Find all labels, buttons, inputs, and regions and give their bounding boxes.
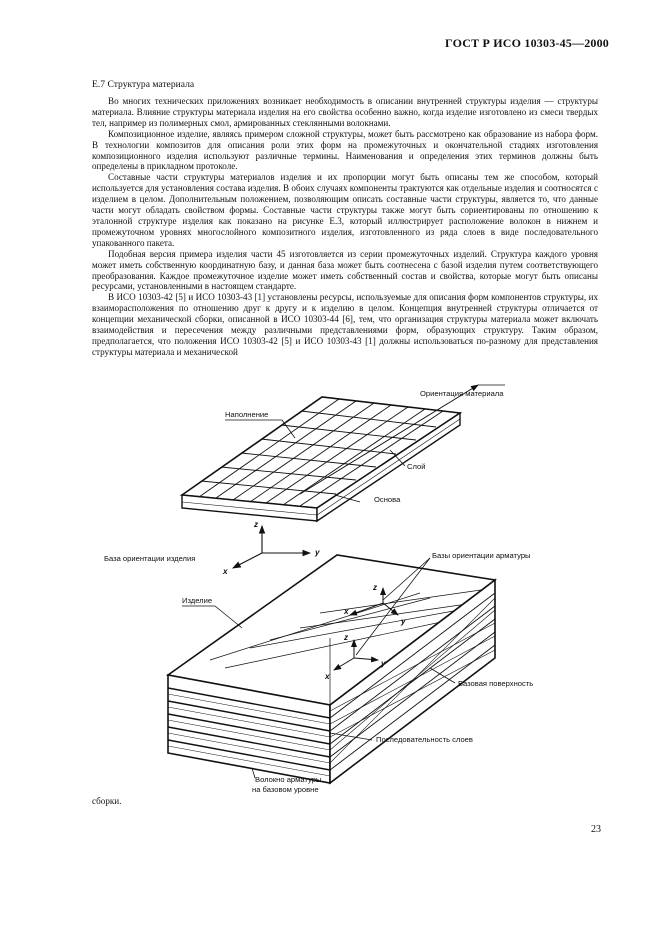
figure-drawing	[0, 378, 661, 808]
paragraph: Во многих технических приложениях возникает необходимость в описании внутренней структуры изделия — структуры материала. Влияние структуры материала изделия на его свойства особенно важно, когда изделие изготовлено из смеси твердых тел, например из полимерных смол, армированных стеклянными волокнами.	[92, 96, 598, 128]
section-title: E.7 Структура материала	[92, 79, 195, 90]
label-material-orientation: Ориентация материала	[420, 389, 504, 398]
label-filling: Наполнение	[225, 410, 269, 419]
paragraph: Составные части структуры материалов изделия и их пропорции могут быть описаны тем же способом, который используется для установления состава изделия. В обоих случаях компоненты трактуются как отдельные изделия и соотносятся с изделием в целом. Дополнительным положением, позволяющим описать составные части структуры, является то, что данные части могут обладать свойством формы. Составные части структуры также могут быть сориентированы по отношению к эталонной структуре изделия как показано на рисунке E.3, который иллюстрирует расположение волокон в нижнем и промежуточном уровнях многослойного композитного изделия, изготовленного из ряда слоев в виде последовательного упакованного пакета.	[92, 172, 598, 248]
axis-y-label: y	[315, 548, 320, 557]
label-base-surface: Базовая поверхность	[458, 679, 534, 688]
figure-material-structure	[0, 378, 661, 808]
label-fiber-line2: на базовом уровне	[252, 785, 319, 794]
paragraph: Подобная версия примера изделия части 45 изготовляется из серии промежуточных изделий. Структура каждого уровня может иметь собственную координатную базу, и данная база может быть соотнесена с базой изделия путем соответствующего преобразования. Каждое промежуточное изделие может иметь собственный состав и свойства, которые могут быть описаны ресурсами, установленными в настоящем стандарте.	[92, 248, 598, 292]
paragraph: Композиционное изделие, являясь примером сложной структуры, может быть рассмотрено как образование из набора форм. В технологии композитов для описания роли этих форм на промежуточных и окончательной стадиях изготовления композиционного изделия используют различные термины. Наименования и определения этих терминов должны быть определены в прикладном протоколе.	[92, 128, 598, 172]
label-layer-sequence: Последовательность слоев	[376, 735, 473, 744]
page-number: 23	[591, 824, 601, 835]
label-fiber-line1: Волокно арматуры	[255, 775, 322, 784]
label-layer: Слой	[407, 462, 426, 471]
paragraph: В ИСО 10303-42 [5] и ИСО 10303-43 [1] установлены ресурсы, используемые для описания форм компонентов структуры, их взаиморасположения по отношению друг к другу и к изделию в целом. Концепция внутренней структуры отличается от концепции механической сборки, описанной в ИСО 10303-44 [6], тем, что организация структуры материала может включать взаимодействия и пересечения между различными представлениями форм, образующих структуру. Таким образом, предполагается, что положения ИСО 10303-42 [5] и ИСО 10303-43 [1] должны использоваться по-разному для представления структуры материала и механической	[92, 292, 598, 357]
label-base: Основа	[374, 495, 401, 504]
continuation-text: сборки.	[92, 796, 122, 806]
label-product-orientation-base: База ориентации изделия	[104, 554, 196, 563]
body-text	[92, 96, 598, 358]
label-product: Изделие	[182, 596, 213, 605]
upper-plate	[182, 397, 460, 521]
axis-z-label: z	[254, 520, 259, 529]
axis-x-label: x	[223, 567, 228, 576]
axis-z-lower-label: z	[344, 633, 349, 642]
axis-y-upper-label: y	[401, 617, 406, 626]
axis-x-upper-label: x	[344, 607, 349, 616]
lower-block	[168, 555, 495, 783]
product-orientation-axes	[233, 526, 310, 568]
axis-z-upper-label: z	[373, 583, 378, 592]
document-header: ГОСТ Р ИСО 10303-45—2000	[445, 36, 609, 50]
axis-y-lower-label: y	[381, 659, 386, 668]
axis-x-lower-label: x	[325, 672, 330, 681]
label-reinforcement-orientation-bases: Базы ориентации арматуры	[432, 551, 531, 560]
